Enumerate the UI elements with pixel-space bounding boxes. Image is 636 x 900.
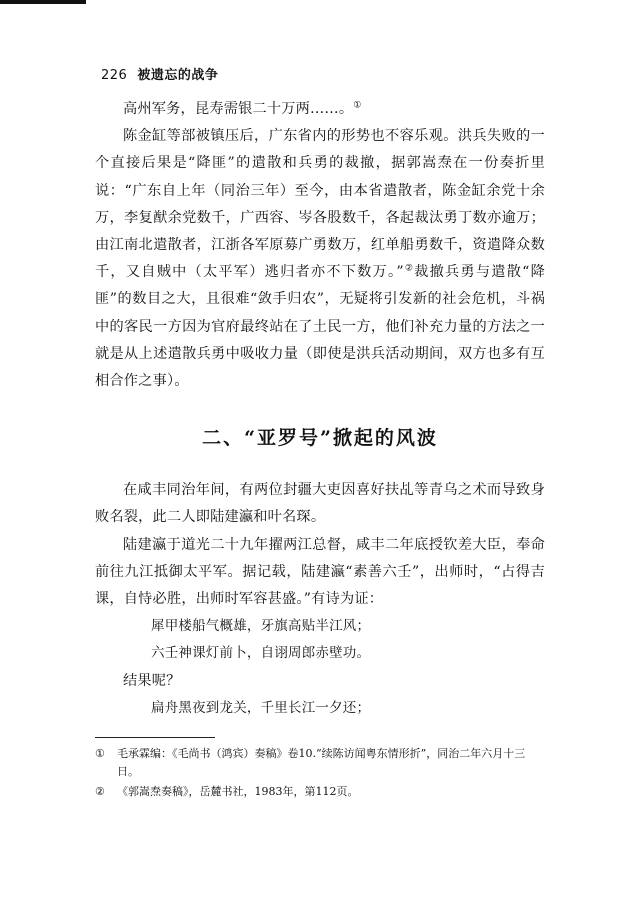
footnote-divider xyxy=(95,737,215,738)
section-title: 二、“亚罗号”掀起的风波 xyxy=(202,427,438,450)
poem-line: 六壬神课灯前卜，自诩周郎赤壁功。 xyxy=(151,645,371,662)
paragraph: 陆建瀛于道光二十九年擢两江总督，咸丰二年底授钦差大臣，奉命前往九江抵御太平军。据记载，陆建瀛“素善六壬”，出师时，“占得吉课，自恃必胜，出师时军容甚盛。”有诗为证： xyxy=(95,536,545,608)
paragraph-continued xyxy=(95,96,545,123)
paragraph: 在咸丰同治年间，有两位封疆大吏因喜好扶乩等青乌之术而导致身败名裂，此二人即陆建瀛和叶名琛。 xyxy=(95,482,545,526)
footnote-text: 毛承霖编：《毛尚书（鸿宾）奏稿》卷10.“续陈访闻粤东情形折”，同治二年六月十三日。 xyxy=(117,747,526,778)
footnote-text: 《郭嵩焘奏稿》，岳麓书社，1983年，第112页。 xyxy=(117,785,359,798)
page-body xyxy=(95,96,545,722)
footnote-mark: ② xyxy=(95,785,105,798)
running-header xyxy=(101,64,218,83)
paragraph-text: 裁撤兵勇与遣散“降匪”的数目之大，且很难“敛手归农”，无疑将引发新的社会危机，斗祸中的客民一方因为官府最终站在了土民一方，他们补充力量的方法之一就是从上述遣散兵勇中吸收力量（即使是洪兵活动期间，双方也多有互相合作之事）。 xyxy=(95,264,545,390)
poem-line: 扁舟黑夜到龙关，千里长江一夕还； xyxy=(151,699,371,716)
paragraph: 结果呢？ xyxy=(123,672,181,689)
footnote xyxy=(95,745,545,781)
footnote-ref-2[interactable]: ② xyxy=(403,263,415,274)
paragraph xyxy=(95,123,545,395)
footnote xyxy=(95,783,545,801)
page-number: 226 xyxy=(101,68,128,83)
footnote-ref-1[interactable]: ① xyxy=(353,100,362,111)
top-edge-bar xyxy=(0,0,86,4)
footnote-mark: ① xyxy=(95,747,105,760)
book-title: 被遗忘的战争 xyxy=(137,68,219,83)
footnotes xyxy=(95,745,545,803)
paragraph-text: 陈金缸等部被镇压后，广东省内的形势也不容乐观。洪兵失败的一个直接后果是“降匪”的遣散和兵勇的裁撤，据郭嵩焘在一份奏折里说：“广东自上年（同治三年）至今，由本省遣散者，陈金缸余党十余万，李复猷余党数千，广西容、岑各股数千，各起裁汰勇丁数亦逾万；由江南北遣散者，江浙各军原募广勇数万，红单船勇数千，资遣降众数千，又自贼中（太平军）逃归者亦不下数万。” xyxy=(95,128,545,281)
poem-line: 犀甲楼船气概雄，牙旗高贴半江风； xyxy=(151,618,371,635)
paragraph-text: 高州军务，昆寿需银二十万两……。 xyxy=(123,101,354,117)
